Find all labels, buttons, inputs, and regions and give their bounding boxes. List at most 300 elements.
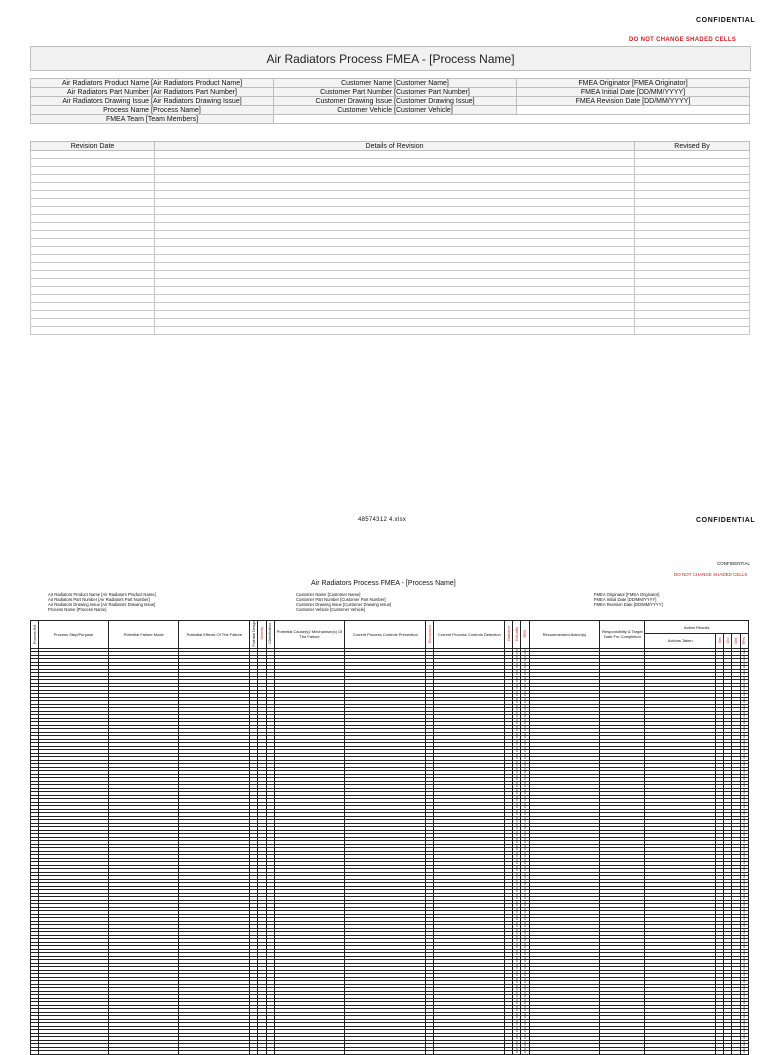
fmea-cell[interactable]: 0: [521, 904, 529, 908]
fmea-cell[interactable]: 0: [521, 855, 529, 859]
revision-cell[interactable]: [155, 159, 635, 167]
fmea-cell[interactable]: 0: [513, 1005, 521, 1009]
fmea-cell[interactable]: 0: [740, 974, 748, 978]
fmea-cell[interactable]: 0: [740, 827, 748, 831]
fmea-cell[interactable]: [426, 1051, 434, 1055]
fmea-cell[interactable]: 0: [740, 764, 748, 768]
revision-cell[interactable]: [155, 327, 635, 335]
fmea-cell[interactable]: 0: [521, 858, 529, 862]
revision-cell[interactable]: [635, 151, 750, 159]
fmea-cell[interactable]: [179, 1051, 250, 1055]
fmea-cell[interactable]: 0: [513, 823, 521, 827]
fmea-cell[interactable]: 0: [513, 659, 521, 663]
fmea-cell[interactable]: 0: [740, 680, 748, 684]
fmea-cell[interactable]: 0: [513, 701, 521, 705]
fmea-cell[interactable]: 0: [513, 862, 521, 866]
fmea-cell[interactable]: 0: [513, 893, 521, 897]
revision-cell[interactable]: [31, 279, 155, 287]
fmea-cell[interactable]: 0: [521, 680, 529, 684]
fmea-cell[interactable]: 0: [740, 851, 748, 855]
fmea-cell[interactable]: 0: [521, 666, 529, 670]
fmea-cell[interactable]: 0: [513, 946, 521, 950]
fmea-cell[interactable]: 0: [521, 984, 529, 988]
fmea-cell[interactable]: 0: [740, 718, 748, 722]
fmea-cell[interactable]: 0: [513, 886, 521, 890]
fmea-cell[interactable]: 0: [513, 970, 521, 974]
fmea-cell[interactable]: 0: [513, 914, 521, 918]
fmea-cell[interactable]: 0: [521, 743, 529, 747]
revision-cell[interactable]: [31, 239, 155, 247]
revision-cell[interactable]: [155, 303, 635, 311]
fmea-cell[interactable]: [250, 1051, 258, 1055]
fmea-cell[interactable]: 0: [513, 806, 521, 810]
fmea-cell[interactable]: 0: [521, 792, 529, 796]
fmea-cell[interactable]: 0: [740, 1033, 748, 1037]
fmea-cell[interactable]: 0: [740, 921, 748, 925]
fmea-cell[interactable]: 0: [521, 725, 529, 729]
fmea-cell[interactable]: 0: [521, 893, 529, 897]
revision-cell[interactable]: [635, 167, 750, 175]
fmea-cell[interactable]: 0: [740, 883, 748, 887]
fmea-cell[interactable]: 0: [521, 995, 529, 999]
fmea-cell[interactable]: 0: [521, 820, 529, 824]
fmea-cell[interactable]: [716, 1051, 724, 1055]
fmea-cell[interactable]: 0: [513, 739, 521, 743]
fmea-cell[interactable]: 0: [740, 1047, 748, 1051]
fmea-cell[interactable]: [505, 1051, 513, 1055]
fmea-cell[interactable]: 0: [513, 925, 521, 929]
fmea-cell[interactable]: 0: [521, 1005, 529, 1009]
fmea-cell[interactable]: 0: [521, 1023, 529, 1027]
revision-cell[interactable]: [155, 191, 635, 199]
revision-cell[interactable]: [31, 199, 155, 207]
fmea-cell[interactable]: 0: [521, 897, 529, 901]
fmea-cell[interactable]: 0: [521, 750, 529, 754]
fmea-cell[interactable]: 0: [521, 652, 529, 656]
revision-cell[interactable]: [31, 287, 155, 295]
fmea-cell[interactable]: 0: [513, 981, 521, 985]
fmea-cell[interactable]: 0: [740, 960, 748, 964]
fmea-cell[interactable]: 0: [740, 956, 748, 960]
fmea-cell[interactable]: 0: [740, 977, 748, 981]
revision-cell[interactable]: [635, 175, 750, 183]
fmea-cell[interactable]: 0: [513, 928, 521, 932]
fmea-cell[interactable]: 0: [513, 949, 521, 953]
fmea-cell[interactable]: [31, 1051, 39, 1055]
fmea-cell[interactable]: 0: [513, 746, 521, 750]
fmea-cell[interactable]: 0: [521, 991, 529, 995]
fmea-cell[interactable]: [434, 1051, 505, 1055]
fmea-cell[interactable]: 0: [740, 771, 748, 775]
fmea-cell[interactable]: 0: [513, 732, 521, 736]
revision-cell[interactable]: [155, 255, 635, 263]
fmea-cell[interactable]: 0: [740, 1040, 748, 1044]
fmea-cell[interactable]: [274, 1051, 345, 1055]
fmea-cell[interactable]: 0: [513, 676, 521, 680]
fmea-cell[interactable]: 0: [740, 970, 748, 974]
fmea-cell[interactable]: 0: [513, 865, 521, 869]
fmea-cell[interactable]: 0: [513, 953, 521, 957]
fmea-cell[interactable]: 0: [740, 991, 748, 995]
fmea-cell[interactable]: 0: [740, 694, 748, 698]
fmea-cell[interactable]: 0: [521, 704, 529, 708]
revision-cell[interactable]: [31, 191, 155, 199]
fmea-cell[interactable]: 0: [513, 841, 521, 845]
fmea-cell[interactable]: 0: [513, 977, 521, 981]
fmea-cell[interactable]: 0: [521, 848, 529, 852]
fmea-cell[interactable]: 0: [740, 953, 748, 957]
fmea-cell[interactable]: 0: [521, 739, 529, 743]
revision-cell[interactable]: [31, 175, 155, 183]
fmea-cell[interactable]: 0: [521, 753, 529, 757]
fmea-cell[interactable]: 0: [513, 813, 521, 817]
fmea-cell[interactable]: 0: [740, 676, 748, 680]
fmea-cell[interactable]: 0: [513, 834, 521, 838]
fmea-cell[interactable]: 0: [521, 767, 529, 771]
revision-cell[interactable]: [31, 167, 155, 175]
fmea-cell[interactable]: 0: [521, 928, 529, 932]
fmea-cell[interactable]: 0: [513, 1012, 521, 1016]
revision-cell[interactable]: [635, 287, 750, 295]
fmea-cell[interactable]: 0: [513, 907, 521, 911]
fmea-cell[interactable]: 0: [513, 1030, 521, 1034]
fmea-cell[interactable]: 0: [521, 872, 529, 876]
fmea-cell[interactable]: 0: [740, 995, 748, 999]
fmea-cell[interactable]: 0: [740, 725, 748, 729]
fmea-cell[interactable]: 0: [740, 946, 748, 950]
fmea-cell[interactable]: [258, 1051, 266, 1055]
revision-cell[interactable]: [155, 271, 635, 279]
revision-cell[interactable]: [635, 255, 750, 263]
fmea-cell[interactable]: 0: [513, 697, 521, 701]
fmea-cell[interactable]: 0: [521, 830, 529, 834]
revision-cell[interactable]: [155, 319, 635, 327]
fmea-cell[interactable]: 0: [513, 942, 521, 946]
fmea-cell[interactable]: 0: [513, 991, 521, 995]
revision-cell[interactable]: [635, 191, 750, 199]
fmea-cell[interactable]: 0: [513, 918, 521, 922]
fmea-cell[interactable]: 0: [740, 834, 748, 838]
fmea-cell[interactable]: 0: [740, 1023, 748, 1027]
fmea-cell[interactable]: 0: [740, 666, 748, 670]
fmea-cell[interactable]: 0: [521, 974, 529, 978]
fmea-cell[interactable]: [266, 1051, 274, 1055]
fmea-cell[interactable]: 0: [521, 869, 529, 873]
fmea-cell[interactable]: 0: [521, 1044, 529, 1048]
fmea-cell[interactable]: 0: [521, 788, 529, 792]
fmea-cell[interactable]: 0: [521, 764, 529, 768]
fmea-cell[interactable]: 0: [513, 781, 521, 785]
revision-cell[interactable]: [635, 247, 750, 255]
fmea-cell[interactable]: 0: [521, 998, 529, 1002]
fmea-cell[interactable]: 0: [513, 753, 521, 757]
fmea-cell[interactable]: 0: [521, 809, 529, 813]
fmea-cell[interactable]: 0: [521, 977, 529, 981]
fmea-cell[interactable]: 0: [740, 711, 748, 715]
fmea-cell[interactable]: 0: [740, 1009, 748, 1013]
fmea-cell[interactable]: 0: [740, 1002, 748, 1006]
fmea-cell[interactable]: 0: [513, 809, 521, 813]
fmea-cell[interactable]: 0: [521, 1009, 529, 1013]
fmea-cell[interactable]: 0: [513, 851, 521, 855]
fmea-cell[interactable]: 0: [513, 855, 521, 859]
fmea-cell[interactable]: 0: [513, 848, 521, 852]
fmea-cell[interactable]: 0: [740, 736, 748, 740]
fmea-cell[interactable]: 0: [740, 844, 748, 848]
revision-cell[interactable]: [31, 215, 155, 223]
fmea-cell[interactable]: 0: [740, 690, 748, 694]
fmea-cell[interactable]: 0: [513, 967, 521, 971]
fmea-cell[interactable]: 0: [521, 774, 529, 778]
fmea-cell[interactable]: 0: [740, 876, 748, 880]
fmea-cell[interactable]: 0: [740, 967, 748, 971]
fmea-cell[interactable]: 0: [521, 708, 529, 712]
revision-cell[interactable]: [155, 287, 635, 295]
fmea-cell[interactable]: 0: [513, 655, 521, 659]
fmea-cell[interactable]: 0: [740, 673, 748, 677]
fmea-cell[interactable]: 0: [513, 1047, 521, 1051]
fmea-cell[interactable]: 0: [740, 729, 748, 733]
fmea-cell[interactable]: 0: [521, 886, 529, 890]
fmea-cell[interactable]: [345, 1051, 426, 1055]
fmea-cell[interactable]: 0: [513, 820, 521, 824]
fmea-cell[interactable]: 0: [513, 715, 521, 719]
fmea-cell[interactable]: 0: [521, 876, 529, 880]
fmea-cell[interactable]: 0: [740, 795, 748, 799]
fmea-cell[interactable]: 0: [521, 956, 529, 960]
fmea-cell[interactable]: 0: [740, 757, 748, 761]
fmea-cell[interactable]: 0: [513, 718, 521, 722]
fmea-cell[interactable]: 0: [521, 942, 529, 946]
fmea-cell[interactable]: 0: [513, 879, 521, 883]
fmea-cell[interactable]: 0: [513, 837, 521, 841]
fmea-cell[interactable]: 0: [521, 662, 529, 666]
fmea-cell[interactable]: 0: [740, 893, 748, 897]
fmea-cell[interactable]: 0: [521, 844, 529, 848]
fmea-cell[interactable]: 0: [521, 827, 529, 831]
fmea-cell[interactable]: 0: [513, 774, 521, 778]
fmea-cell[interactable]: 0: [521, 967, 529, 971]
fmea-cell[interactable]: 0: [521, 746, 529, 750]
fmea-cell[interactable]: 0: [513, 648, 521, 652]
revision-cell[interactable]: [635, 327, 750, 335]
fmea-cell[interactable]: 0: [521, 757, 529, 761]
fmea-cell[interactable]: 0: [521, 729, 529, 733]
fmea-cell[interactable]: 0: [513, 830, 521, 834]
revision-cell[interactable]: [635, 215, 750, 223]
fmea-cell[interactable]: 0: [740, 942, 748, 946]
revision-cell[interactable]: [31, 159, 155, 167]
fmea-cell[interactable]: 0: [740, 830, 748, 834]
fmea-cell[interactable]: 0: [513, 827, 521, 831]
fmea-cell[interactable]: 0: [521, 960, 529, 964]
fmea-cell[interactable]: 0: [521, 939, 529, 943]
fmea-cell[interactable]: 0: [521, 914, 529, 918]
fmea-cell[interactable]: 0: [740, 806, 748, 810]
fmea-cell[interactable]: 0: [513, 771, 521, 775]
fmea-cell[interactable]: 0: [740, 683, 748, 687]
fmea-cell[interactable]: 0: [513, 722, 521, 726]
fmea-cell[interactable]: 0: [740, 897, 748, 901]
revision-cell[interactable]: [31, 255, 155, 263]
fmea-cell[interactable]: 0: [513, 799, 521, 803]
fmea-cell[interactable]: 0: [740, 788, 748, 792]
fmea-cell[interactable]: 0: [521, 953, 529, 957]
fmea-cell[interactable]: 0: [521, 718, 529, 722]
fmea-cell[interactable]: 0: [521, 988, 529, 992]
fmea-cell[interactable]: 0: [513, 725, 521, 729]
fmea-cell[interactable]: 0: [521, 879, 529, 883]
fmea-cell[interactable]: 0: [740, 907, 748, 911]
fmea-cell[interactable]: 0: [513, 792, 521, 796]
revision-cell[interactable]: [31, 247, 155, 255]
fmea-cell[interactable]: 0: [521, 683, 529, 687]
fmea-cell[interactable]: 0: [740, 823, 748, 827]
fmea-cell[interactable]: 0: [521, 907, 529, 911]
fmea-cell[interactable]: 0: [740, 732, 748, 736]
fmea-cell[interactable]: [732, 1051, 740, 1055]
fmea-cell[interactable]: 0: [521, 1030, 529, 1034]
fmea-cell[interactable]: 0: [513, 935, 521, 939]
fmea-cell[interactable]: 0: [513, 652, 521, 656]
fmea-cell[interactable]: 0: [521, 778, 529, 782]
fmea-cell[interactable]: 0: [740, 659, 748, 663]
fmea-cell[interactable]: 0: [513, 743, 521, 747]
fmea-cell[interactable]: 0: [521, 963, 529, 967]
revision-cell[interactable]: [31, 183, 155, 191]
fmea-cell[interactable]: 0: [740, 701, 748, 705]
fmea-cell[interactable]: 0: [521, 851, 529, 855]
revision-cell[interactable]: [31, 319, 155, 327]
fmea-cell[interactable]: 0: [740, 837, 748, 841]
revision-cell[interactable]: [635, 263, 750, 271]
fmea-cell[interactable]: [645, 1051, 716, 1055]
revision-cell[interactable]: [155, 231, 635, 239]
fmea-cell[interactable]: 0: [513, 872, 521, 876]
fmea-cell[interactable]: 0: [513, 1040, 521, 1044]
fmea-cell[interactable]: 0: [740, 704, 748, 708]
fmea-cell[interactable]: 0: [521, 722, 529, 726]
revision-cell[interactable]: [635, 239, 750, 247]
fmea-cell[interactable]: 0: [521, 900, 529, 904]
fmea-cell[interactable]: 0: [513, 669, 521, 673]
fmea-cell[interactable]: 0: [513, 921, 521, 925]
fmea-cell[interactable]: 0: [740, 669, 748, 673]
fmea-cell[interactable]: 0: [513, 750, 521, 754]
fmea-cell[interactable]: 0: [521, 732, 529, 736]
fmea-cell[interactable]: 0: [740, 1030, 748, 1034]
fmea-cell[interactable]: 0: [513, 858, 521, 862]
fmea-cell[interactable]: 0: [513, 904, 521, 908]
fmea-cell[interactable]: 0: [513, 1002, 521, 1006]
fmea-cell[interactable]: 0: [521, 932, 529, 936]
fmea-cell[interactable]: 0: [513, 757, 521, 761]
fmea-cell[interactable]: 0: [740, 774, 748, 778]
revision-cell[interactable]: [635, 271, 750, 279]
fmea-cell[interactable]: 0: [521, 659, 529, 663]
fmea-cell[interactable]: 0: [740, 743, 748, 747]
fmea-cell[interactable]: 0: [740, 792, 748, 796]
fmea-cell[interactable]: 0: [521, 1033, 529, 1037]
revision-cell[interactable]: [635, 311, 750, 319]
fmea-cell[interactable]: 0: [740, 932, 748, 936]
fmea-cell[interactable]: 0: [740, 911, 748, 915]
revision-cell[interactable]: [155, 295, 635, 303]
fmea-cell[interactable]: 0: [521, 921, 529, 925]
fmea-cell[interactable]: 0: [521, 701, 529, 705]
fmea-cell[interactable]: 0: [513, 683, 521, 687]
fmea-cell[interactable]: 0: [521, 655, 529, 659]
fmea-cell[interactable]: 0: [521, 925, 529, 929]
fmea-cell[interactable]: 0: [513, 1033, 521, 1037]
fmea-cell[interactable]: 0: [521, 918, 529, 922]
revision-cell[interactable]: [635, 159, 750, 167]
fmea-cell[interactable]: 0: [740, 715, 748, 719]
revision-cell[interactable]: [155, 239, 635, 247]
fmea-cell[interactable]: 0: [740, 722, 748, 726]
fmea-cell[interactable]: [600, 1051, 645, 1055]
fmea-cell[interactable]: 0: [521, 862, 529, 866]
fmea-cell[interactable]: 0: [740, 879, 748, 883]
fmea-cell[interactable]: 0: [740, 809, 748, 813]
revision-cell[interactable]: [31, 271, 155, 279]
fmea-cell[interactable]: 0: [513, 960, 521, 964]
revision-cell[interactable]: [31, 311, 155, 319]
fmea-cell[interactable]: [724, 1051, 732, 1055]
fmea-cell[interactable]: 0: [521, 1012, 529, 1016]
fmea-cell[interactable]: 0: [513, 736, 521, 740]
fmea-cell[interactable]: 0: [740, 918, 748, 922]
fmea-cell[interactable]: 0: [513, 767, 521, 771]
fmea-cell[interactable]: 0: [740, 746, 748, 750]
fmea-cell[interactable]: 0: [521, 1047, 529, 1051]
revision-cell[interactable]: [635, 295, 750, 303]
fmea-cell[interactable]: 0: [513, 1044, 521, 1048]
revision-cell[interactable]: [31, 207, 155, 215]
fmea-cell[interactable]: 0: [740, 816, 748, 820]
fmea-cell[interactable]: 0: [740, 655, 748, 659]
fmea-cell[interactable]: 0: [740, 872, 748, 876]
fmea-cell[interactable]: 0: [521, 736, 529, 740]
fmea-cell[interactable]: 0: [740, 890, 748, 894]
fmea-cell[interactable]: 0: [521, 687, 529, 691]
fmea-cell[interactable]: 0: [740, 939, 748, 943]
fmea-cell[interactable]: 0: [740, 886, 748, 890]
fmea-cell[interactable]: 0: [513, 1019, 521, 1023]
fmea-cell[interactable]: 0: [521, 935, 529, 939]
fmea-cell[interactable]: 0: [740, 841, 748, 845]
fmea-cell[interactable]: 0: [513, 694, 521, 698]
fmea-cell[interactable]: 0: [513, 932, 521, 936]
fmea-cell[interactable]: 0: [513, 687, 521, 691]
fmea-cell[interactable]: 0: [740, 648, 748, 652]
fmea-cell[interactable]: 0: [513, 666, 521, 670]
fmea-cell[interactable]: 0: [740, 820, 748, 824]
fmea-cell[interactable]: 0: [513, 711, 521, 715]
fmea-cell[interactable]: 0: [521, 771, 529, 775]
fmea-cell[interactable]: 0: [521, 823, 529, 827]
fmea-cell[interactable]: 0: [740, 1051, 748, 1055]
fmea-cell[interactable]: 0: [513, 785, 521, 789]
revision-cell[interactable]: [635, 303, 750, 311]
fmea-cell[interactable]: 0: [740, 1037, 748, 1041]
fmea-cell[interactable]: 0: [521, 760, 529, 764]
fmea-cell[interactable]: 0: [513, 883, 521, 887]
fmea-cell[interactable]: 0: [521, 795, 529, 799]
fmea-cell[interactable]: 0: [513, 690, 521, 694]
fmea-cell[interactable]: 0: [740, 900, 748, 904]
revision-cell[interactable]: [155, 151, 635, 159]
